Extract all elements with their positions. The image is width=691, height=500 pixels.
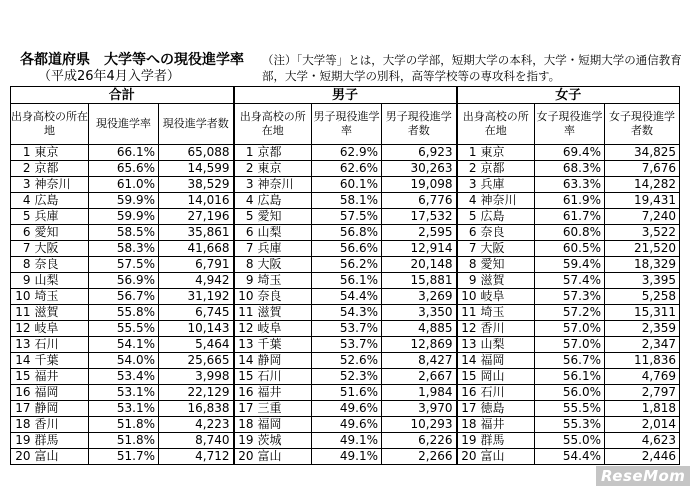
- rate-cell: 57.2%: [535, 305, 605, 321]
- ranking-table: [10, 86, 680, 465]
- prefecture-cell: 神奈川: [33, 177, 89, 193]
- rank-cell: 14: [11, 353, 33, 369]
- prefecture-cell: 京都: [479, 161, 535, 177]
- prefecture-cell: 愛知: [33, 225, 89, 241]
- rank-cell: 13: [457, 337, 479, 353]
- table-row: [11, 337, 680, 353]
- count-cell: 2,359: [605, 321, 680, 337]
- rank-cell: 16: [11, 385, 33, 401]
- prefecture-cell: 群馬: [33, 433, 89, 449]
- rate-cell: 49.6%: [312, 417, 382, 433]
- rank-cell: 5: [11, 209, 33, 225]
- prefecture-cell: 群馬: [479, 433, 535, 449]
- table-row: [11, 321, 680, 337]
- count-cell: 3,970: [382, 401, 457, 417]
- rank-cell: 12: [457, 321, 479, 337]
- prefecture-cell: 奈良: [479, 225, 535, 241]
- prefecture-cell: 山梨: [479, 337, 535, 353]
- prefecture-cell: 福岡: [33, 385, 89, 401]
- prefecture-cell: 埼玉: [33, 289, 89, 305]
- rank-cell: 7: [11, 241, 33, 257]
- prefecture-cell: 富山: [479, 449, 535, 465]
- rate-cell: 63.3%: [535, 177, 605, 193]
- count-cell: 3,998: [159, 369, 234, 385]
- rank-cell: 15: [234, 369, 256, 385]
- rank-cell: 18: [11, 417, 33, 433]
- rank-cell: 15: [11, 369, 33, 385]
- rank-cell: 9: [457, 273, 479, 289]
- column-header-location: 出身高校の所在地: [457, 104, 535, 145]
- rank-cell: 10: [234, 289, 256, 305]
- rate-cell: 59.9%: [89, 209, 159, 225]
- count-cell: 20,148: [382, 257, 457, 273]
- count-cell: 6,776: [382, 193, 457, 209]
- rate-cell: 57.0%: [535, 337, 605, 353]
- count-cell: 19,098: [382, 177, 457, 193]
- count-cell: 1,984: [382, 385, 457, 401]
- prefecture-cell: 兵庫: [256, 241, 312, 257]
- group-header: 女子: [457, 87, 680, 104]
- prefecture-cell: 京都: [33, 161, 89, 177]
- prefecture-cell: 大阪: [33, 241, 89, 257]
- prefecture-cell: 香川: [479, 321, 535, 337]
- table-row: [11, 289, 680, 305]
- rate-cell: 59.9%: [89, 193, 159, 209]
- rate-cell: 56.9%: [89, 273, 159, 289]
- prefecture-cell: 滋賀: [33, 305, 89, 321]
- rate-cell: 56.2%: [312, 257, 382, 273]
- rank-cell: 11: [234, 305, 256, 321]
- table-row: [11, 225, 680, 241]
- rate-cell: 60.5%: [535, 241, 605, 257]
- column-header-count: 女子現役進学者数: [605, 104, 680, 145]
- prefecture-cell: 石川: [33, 337, 89, 353]
- document-subtitle: （平成26年4月入学者）: [38, 69, 180, 84]
- rate-cell: 60.8%: [535, 225, 605, 241]
- count-cell: 21,520: [605, 241, 680, 257]
- count-cell: 14,599: [159, 161, 234, 177]
- group-header: 合計: [11, 87, 234, 104]
- count-cell: 22,129: [159, 385, 234, 401]
- note-block: [262, 52, 682, 84]
- count-cell: 15,881: [382, 273, 457, 289]
- prefecture-cell: 山梨: [33, 273, 89, 289]
- rank-cell: 2: [11, 161, 33, 177]
- prefecture-cell: 茨城: [256, 433, 312, 449]
- count-cell: 18,329: [605, 257, 680, 273]
- rate-cell: 57.0%: [535, 321, 605, 337]
- rank-cell: 12: [11, 321, 33, 337]
- rate-cell: 62.6%: [312, 161, 382, 177]
- rate-cell: 49.6%: [312, 401, 382, 417]
- prefecture-cell: 千葉: [256, 337, 312, 353]
- rate-cell: 61.0%: [89, 177, 159, 193]
- rank-cell: 9: [11, 273, 33, 289]
- count-cell: 30,263: [382, 161, 457, 177]
- prefecture-cell: 広島: [256, 193, 312, 209]
- count-cell: 27,196: [159, 209, 234, 225]
- rank-cell: 4: [11, 193, 33, 209]
- rate-cell: 56.7%: [535, 353, 605, 369]
- column-header-rate: 現役進学率: [89, 104, 159, 145]
- count-cell: 4,712: [159, 449, 234, 465]
- rate-cell: 49.1%: [312, 433, 382, 449]
- count-cell: 7,676: [605, 161, 680, 177]
- prefecture-cell: 石川: [256, 369, 312, 385]
- rate-cell: 56.8%: [312, 225, 382, 241]
- rank-cell: 7: [234, 241, 256, 257]
- prefecture-cell: 福岡: [256, 417, 312, 433]
- count-cell: 3,350: [382, 305, 457, 321]
- rank-cell: 17: [457, 401, 479, 417]
- prefecture-cell: 岐阜: [479, 289, 535, 305]
- prefecture-cell: 岐阜: [256, 321, 312, 337]
- table-row: [11, 385, 680, 401]
- rate-cell: 52.6%: [312, 353, 382, 369]
- count-cell: 4,223: [159, 417, 234, 433]
- rank-cell: 8: [234, 257, 256, 273]
- rate-cell: 55.8%: [89, 305, 159, 321]
- rank-cell: 11: [457, 305, 479, 321]
- count-cell: 12,869: [382, 337, 457, 353]
- rank-cell: 9: [234, 273, 256, 289]
- prefecture-cell: 広島: [33, 193, 89, 209]
- prefecture-cell: 東京: [256, 161, 312, 177]
- count-cell: 38,529: [159, 177, 234, 193]
- rate-cell: 65.6%: [89, 161, 159, 177]
- count-cell: 4,942: [159, 273, 234, 289]
- rate-cell: 56.0%: [535, 385, 605, 401]
- rate-cell: 61.9%: [535, 193, 605, 209]
- count-cell: 6,745: [159, 305, 234, 321]
- rank-cell: 17: [11, 401, 33, 417]
- prefecture-cell: 富山: [33, 449, 89, 465]
- count-cell: 2,266: [382, 449, 457, 465]
- count-cell: 6,226: [382, 433, 457, 449]
- group-header: 男子: [234, 87, 457, 104]
- rank-cell: 18: [457, 417, 479, 433]
- prefecture-cell: 愛知: [479, 257, 535, 273]
- count-cell: 10,293: [382, 417, 457, 433]
- count-cell: 5,464: [159, 337, 234, 353]
- table-row: [11, 449, 680, 465]
- rank-cell: 3: [457, 177, 479, 193]
- rank-cell: 8: [11, 257, 33, 273]
- rate-cell: 53.7%: [312, 321, 382, 337]
- rank-cell: 10: [457, 289, 479, 305]
- rate-cell: 60.1%: [312, 177, 382, 193]
- column-header-location: 出身高校の所在地: [234, 104, 312, 145]
- rank-cell: 2: [234, 161, 256, 177]
- table-row: [11, 305, 680, 321]
- rank-cell: 16: [457, 385, 479, 401]
- prefecture-cell: 京都: [256, 145, 312, 161]
- count-cell: 15,311: [605, 305, 680, 321]
- rank-cell: 1: [11, 145, 33, 161]
- table-row: [11, 433, 680, 449]
- rank-cell: 16: [234, 385, 256, 401]
- prefecture-cell: 埼玉: [479, 305, 535, 321]
- table-row: [11, 193, 680, 209]
- count-cell: 17,532: [382, 209, 457, 225]
- rate-cell: 52.3%: [312, 369, 382, 385]
- rank-cell: 19: [234, 433, 256, 449]
- prefecture-cell: 富山: [256, 449, 312, 465]
- prefecture-cell: 徳島: [479, 401, 535, 417]
- rate-cell: 57.5%: [312, 209, 382, 225]
- resemom-logo: ReseMom: [596, 466, 690, 486]
- rate-cell: 54.4%: [312, 289, 382, 305]
- column-header-count: 現役進学者数: [159, 104, 234, 145]
- prefecture-cell: 静岡: [33, 401, 89, 417]
- count-cell: 35,861: [159, 225, 234, 241]
- rank-cell: 6: [234, 225, 256, 241]
- count-cell: 2,595: [382, 225, 457, 241]
- prefecture-cell: 滋賀: [256, 305, 312, 321]
- rate-cell: 62.9%: [312, 145, 382, 161]
- rate-cell: 53.1%: [89, 385, 159, 401]
- rank-cell: 12: [234, 321, 256, 337]
- rank-cell: 1: [457, 145, 479, 161]
- rate-cell: 57.5%: [89, 257, 159, 273]
- count-cell: 4,769: [605, 369, 680, 385]
- rank-cell: 19: [11, 433, 33, 449]
- table-row: [11, 369, 680, 385]
- rate-cell: 53.1%: [89, 401, 159, 417]
- table-row: [11, 273, 680, 289]
- count-cell: 4,623: [605, 433, 680, 449]
- prefecture-cell: 神奈川: [479, 193, 535, 209]
- prefecture-cell: 東京: [33, 145, 89, 161]
- rank-cell: 5: [457, 209, 479, 225]
- prefecture-cell: 岡山: [479, 369, 535, 385]
- prefecture-cell: 福井: [256, 385, 312, 401]
- rank-cell: 15: [457, 369, 479, 385]
- document-title: 各都道府県 大学等への現役進学率: [20, 52, 244, 68]
- rank-cell: 19: [457, 433, 479, 449]
- rank-cell: 17: [234, 401, 256, 417]
- rank-cell: 11: [11, 305, 33, 321]
- count-cell: 2,014: [605, 417, 680, 433]
- count-cell: 16,838: [159, 401, 234, 417]
- table-row: [11, 209, 680, 225]
- prefecture-cell: 石川: [479, 385, 535, 401]
- count-cell: 3,269: [382, 289, 457, 305]
- count-cell: 6,791: [159, 257, 234, 273]
- count-cell: 5,258: [605, 289, 680, 305]
- rank-cell: 10: [11, 289, 33, 305]
- rank-cell: 14: [234, 353, 256, 369]
- rate-cell: 61.7%: [535, 209, 605, 225]
- prefecture-cell: 埼玉: [256, 273, 312, 289]
- column-header-location: 出身高校の所在地: [11, 104, 89, 145]
- count-cell: 1,818: [605, 401, 680, 417]
- count-cell: 2,446: [605, 449, 680, 465]
- table-row: [11, 353, 680, 369]
- rate-cell: 56.1%: [312, 273, 382, 289]
- rate-cell: 51.6%: [312, 385, 382, 401]
- count-cell: 6,923: [382, 145, 457, 161]
- count-cell: 3,395: [605, 273, 680, 289]
- prefecture-cell: 福井: [479, 417, 535, 433]
- prefecture-cell: 奈良: [256, 289, 312, 305]
- table-row: [11, 161, 680, 177]
- prefecture-cell: 大阪: [256, 257, 312, 273]
- rank-cell: 5: [234, 209, 256, 225]
- rate-cell: 66.1%: [89, 145, 159, 161]
- rate-cell: 54.4%: [535, 449, 605, 465]
- count-cell: 8,740: [159, 433, 234, 449]
- rank-cell: 6: [457, 225, 479, 241]
- rate-cell: 54.0%: [89, 353, 159, 369]
- rate-cell: 53.7%: [312, 337, 382, 353]
- table-row: [11, 257, 680, 273]
- rate-cell: 55.3%: [535, 417, 605, 433]
- title-block: [20, 52, 244, 85]
- count-cell: 4,885: [382, 321, 457, 337]
- note-line-2: 部，大学・短期大学の別科，高等学校等の専攻科を指す。: [262, 69, 561, 83]
- rank-cell: 20: [11, 449, 33, 465]
- table-row: [11, 241, 680, 257]
- table-row: [11, 177, 680, 193]
- count-cell: 14,016: [159, 193, 234, 209]
- group-header-row: [11, 87, 680, 104]
- prefecture-cell: 福岡: [479, 353, 535, 369]
- prefecture-cell: 山梨: [256, 225, 312, 241]
- rate-cell: 53.4%: [89, 369, 159, 385]
- rate-cell: 54.3%: [312, 305, 382, 321]
- table-row: [11, 145, 680, 161]
- count-cell: 34,825: [605, 145, 680, 161]
- column-header-rate: 女子現役進学率: [535, 104, 605, 145]
- count-cell: 11,836: [605, 353, 680, 369]
- prefecture-cell: 福井: [33, 369, 89, 385]
- rate-cell: 57.3%: [535, 289, 605, 305]
- prefecture-cell: 香川: [33, 417, 89, 433]
- prefecture-cell: 静岡: [256, 353, 312, 369]
- count-cell: 14,282: [605, 177, 680, 193]
- prefecture-cell: 兵庫: [479, 177, 535, 193]
- rank-cell: 7: [457, 241, 479, 257]
- rank-cell: 4: [457, 193, 479, 209]
- rank-cell: 20: [234, 449, 256, 465]
- rank-cell: 18: [234, 417, 256, 433]
- count-cell: 19,431: [605, 193, 680, 209]
- rate-cell: 54.1%: [89, 337, 159, 353]
- rate-cell: 56.1%: [535, 369, 605, 385]
- rank-cell: 2: [457, 161, 479, 177]
- column-header-row: [11, 104, 680, 145]
- rank-cell: 6: [11, 225, 33, 241]
- prefecture-cell: 広島: [479, 209, 535, 225]
- rank-cell: 13: [11, 337, 33, 353]
- count-cell: 8,427: [382, 353, 457, 369]
- prefecture-cell: 兵庫: [33, 209, 89, 225]
- prefecture-cell: 滋賀: [479, 273, 535, 289]
- prefecture-cell: 三重: [256, 401, 312, 417]
- count-cell: 41,668: [159, 241, 234, 257]
- prefecture-cell: 大阪: [479, 241, 535, 257]
- rank-cell: 3: [234, 177, 256, 193]
- rate-cell: 51.7%: [89, 449, 159, 465]
- rate-cell: 56.7%: [89, 289, 159, 305]
- count-cell: 2,347: [605, 337, 680, 353]
- rate-cell: 69.4%: [535, 145, 605, 161]
- count-cell: 65,088: [159, 145, 234, 161]
- rate-cell: 59.4%: [535, 257, 605, 273]
- prefecture-cell: 千葉: [33, 353, 89, 369]
- rate-cell: 58.5%: [89, 225, 159, 241]
- column-header-rate: 男子現役進学率: [312, 104, 382, 145]
- note-line-1: （注）「大学等」とは，大学の学部，短期大学の本科，大学・短期大学の通信教育: [262, 53, 682, 67]
- table-row: [11, 401, 680, 417]
- rate-cell: 49.1%: [312, 449, 382, 465]
- prefecture-cell: 東京: [479, 145, 535, 161]
- column-header-count: 男子現役進学者数: [382, 104, 457, 145]
- rank-cell: 14: [457, 353, 479, 369]
- table-row: [11, 417, 680, 433]
- rate-cell: 57.4%: [535, 273, 605, 289]
- prefecture-cell: 愛知: [256, 209, 312, 225]
- rank-cell: 8: [457, 257, 479, 273]
- rate-cell: 68.3%: [535, 161, 605, 177]
- rate-cell: 56.6%: [312, 241, 382, 257]
- count-cell: 12,914: [382, 241, 457, 257]
- rank-cell: 13: [234, 337, 256, 353]
- rank-cell: 20: [457, 449, 479, 465]
- count-cell: 3,522: [605, 225, 680, 241]
- rate-cell: 55.0%: [535, 433, 605, 449]
- prefecture-cell: 岐阜: [33, 321, 89, 337]
- prefecture-cell: 神奈川: [256, 177, 312, 193]
- count-cell: 10,143: [159, 321, 234, 337]
- count-cell: 7,240: [605, 209, 680, 225]
- count-cell: 2,797: [605, 385, 680, 401]
- prefecture-cell: 奈良: [33, 257, 89, 273]
- rate-cell: 51.8%: [89, 433, 159, 449]
- count-cell: 25,665: [159, 353, 234, 369]
- rank-cell: 1: [234, 145, 256, 161]
- rate-cell: 51.8%: [89, 417, 159, 433]
- rate-cell: 55.5%: [535, 401, 605, 417]
- rate-cell: 58.1%: [312, 193, 382, 209]
- count-cell: 2,667: [382, 369, 457, 385]
- count-cell: 31,192: [159, 289, 234, 305]
- rate-cell: 58.3%: [89, 241, 159, 257]
- rank-cell: 3: [11, 177, 33, 193]
- rank-cell: 4: [234, 193, 256, 209]
- rate-cell: 55.5%: [89, 321, 159, 337]
